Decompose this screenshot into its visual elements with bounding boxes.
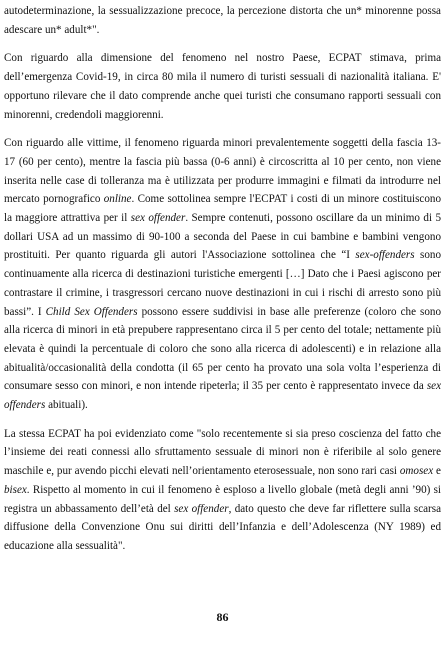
text-run: abituali). [45, 399, 88, 412]
text-run: Con riguardo alle vittime, il fenomeno riguarda minori prevalentemente soggetti della fascia 13-17 (60 per cento), mentre la fascia più bassa (0-6 anni) è circoscritta al 10 per cento, non viene inserita nelle case di tolleranza ma è utilizzata per produrre immagini e filmati da introdurre nel mercato pornografico [4, 137, 441, 206]
page-number: 86 [216, 610, 229, 624]
text-run: Con riguardo alla dimensione del fenomeno nel nostro Paese, ECPAT stimava, prima dell’emergenza Covid-19, in circa 80 mila il numero di turisti sessuali di nazionalità italiana. E' opportuno rilevare che il dato comprende anche quei turisti che consumano rapporti sessuali con minorenni, credendoli maggiorenni. [4, 52, 441, 121]
text-run: e [433, 465, 441, 478]
text-run: autodeterminazione, la sessualizzazione precoce, la percezione distorta che un* minorenne possa adescare un* adult*". [4, 5, 441, 36]
text-run: sono continuamente alla ricerca di destinazioni turistiche emergenti […] Dato che i Paesi agiscono per contrastare il crimine, i trasgressori cercano nuove destinazioni in cui i rischi di arresto sono più bassi”. I [4, 249, 441, 318]
italic-text: bisex [4, 483, 27, 496]
paragraph [4, 425, 441, 556]
text-run: . Come sottolinea sempre l'ECPAT i costi di un minore costituiscono la maggiore attrattiva per il [4, 193, 441, 225]
italic-text: online [103, 193, 132, 206]
paragraph [4, 2, 441, 39]
italic-text: sex offender [130, 212, 186, 225]
italic-text: Child Sex Offenders [45, 305, 138, 318]
paragraph [4, 134, 441, 415]
italic-text: sex offenders [4, 380, 441, 412]
paragraph [4, 49, 441, 124]
text-run: . Sempre contenuti, possono oscillare da un minimo di 5 dollari USA ad un massimo di 90-100 a seconda del Paese in cui bambine e bambini vengono prostituiti. Per quanto riguarda gli autori l'Associazione sottolinea che “I [4, 212, 441, 262]
text-run: . Rispetto al momento in cui il fenomeno è esploso a livello globale (metà degli anni ’90) si registra un abbassamento dell’età del [4, 483, 441, 515]
text-run: , dato questo che deve far riflettere sulla scarsa diffusione della Convenzione Onu sui diritti dell’Infanzia e dell’Adolescenza (NY 1989) ed educazione alla sessualità". [4, 502, 441, 552]
text-body [4, 2, 441, 566]
text-run: possono essere suddivisi in base alle preferenze (coloro che sono alla ricerca di minori in età prepubere rappresentano circa il 5 per cento del totale; nettamente più elevata è quindi la percentuale di coloro che sono alla ricerca di adolescenti) e in relazione alla abitualità/occasionalità della condotta (il 65 per cento ha provato una sola volta l’esperienza di consumare sesso con minori, e non intende ripeterla; il 35 per cento è rappresentato invece da [4, 305, 441, 393]
italic-text: omosex [399, 465, 434, 478]
text-run: La stessa ECPAT ha poi evidenziato come "solo recentemente si sia preso coscienza del fatto che l’insieme dei reati connessi allo sfruttamento sessuale di minori non è riferibile al solo genere maschile e, pur avendo picchi elevati nell’orientamento eterosessuale, non sono rari casi [4, 427, 441, 478]
italic-text: sex-offenders [355, 249, 415, 262]
italic-text: sex offender [174, 502, 229, 515]
